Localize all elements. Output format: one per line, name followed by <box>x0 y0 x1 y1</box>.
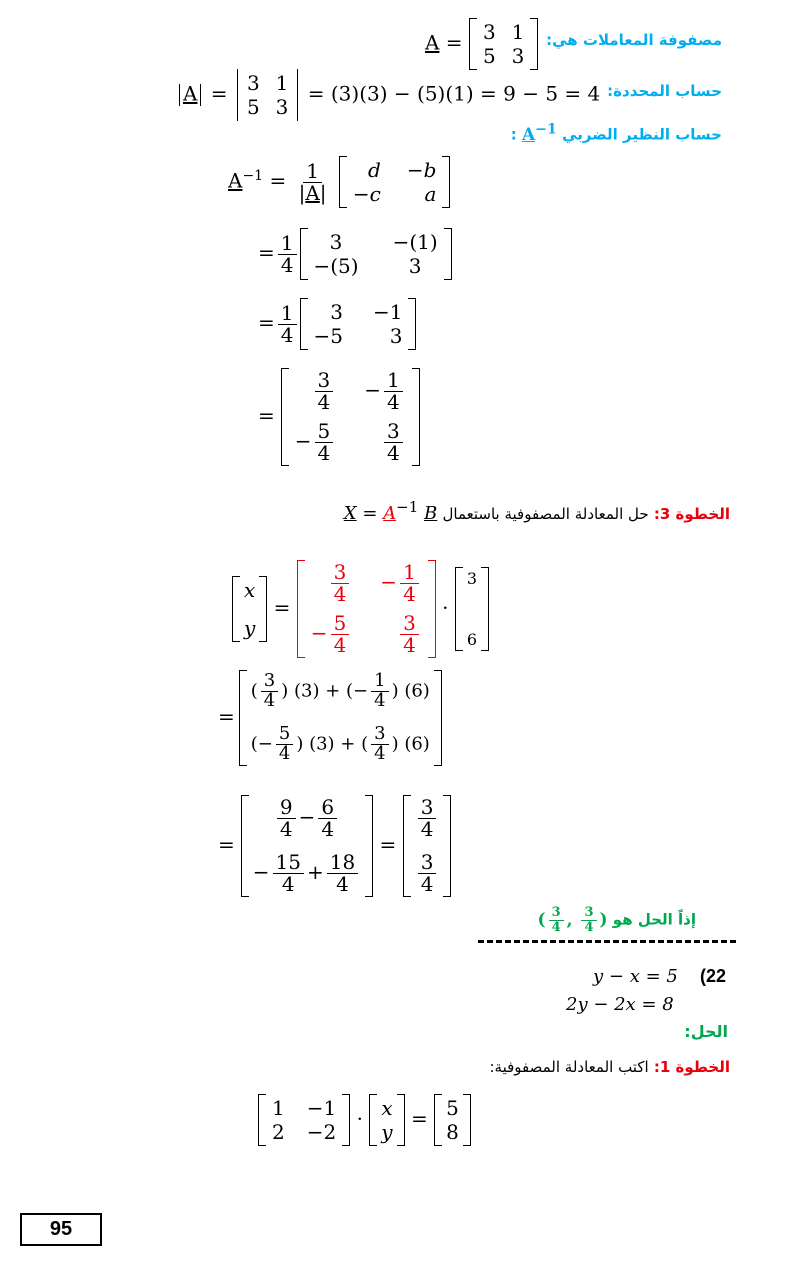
inverse-step-2: = $\frac{1}{4}$ 3 −1 −5 3 <box>258 298 416 350</box>
product-expansion: = ( $\frac{3}{4}$ ) (3) + (− $\frac{1}{4}$ ) (6) (− $\frac{5}{4}$ ) (3) + ( $\frac{3}{4}$ ) (6) <box>218 670 442 766</box>
problem-eq2: 2y − 2x = 8 <box>566 994 674 1015</box>
heading-inverse: حساب النظير الضربي $A^{-1}$ : <box>510 121 722 145</box>
matrix-equation: x y = $\frac{3}{4}$ − $\frac{1}{4}$ − $\frac{5}{4}$ $\frac{3}{4}$ · 3 6 <box>232 560 489 658</box>
conclusion-line: إذاً الحل هو ( $\frac{3}{4}$ , $\frac{3}{4}$ ) <box>537 905 696 935</box>
inverse-result: = $\frac{3}{4}$ − $\frac{1}{4}$ − $\frac{5}{4}$ $\frac{3}{4}$ <box>258 368 420 466</box>
inverse-step-1: = $\frac{1}{4}$ 3 −(1) −(5) 3 <box>258 228 452 280</box>
step3-label: الخطوة 3: <box>653 505 730 523</box>
step3-line: الخطوة 3: حل المعادلة المصفوفية باستعمال $X = A^{-1}$ B <box>343 498 730 524</box>
page-number: 95 <box>20 1213 102 1246</box>
heading-determinant: حساب المحددة: <box>607 82 722 100</box>
problem-eq1: y − x = 5 <box>593 966 678 987</box>
determinant-calculation: = (3)(3) − (5)(1) = 9 − 5 = 4 <box>307 81 601 106</box>
section-divider <box>478 940 736 943</box>
step1-line: الخطوة 1: اكتب المعادلة المصفوفية: <box>489 1058 730 1076</box>
step1-label: الخطوة 1: <box>653 1058 730 1076</box>
solution-label: الحل: <box>684 1022 728 1041</box>
inverse-formula: $A^{-1}$ = $\frac{1}{|A|}$ d −b −c a <box>228 156 450 208</box>
heading-coeff-matrix: مصفوفة المعاملات هي: <box>546 31 722 49</box>
determinant-expression: A = 3 1 5 3 = (3)(3) − (5)(1) = 9 − 5 = 4 <box>176 69 600 121</box>
product-simplified: = $\frac{9}{4}$ − $\frac{6}{4}$ − $\frac{15}{4}$ + $\frac{18}{4}$ = $\frac{3}{4}$ $\frac{3}{4}$ <box>218 795 451 897</box>
matrix-equation-22: 1 −1 2 −2 · x y = 5 8 <box>258 1094 471 1146</box>
problem-number: (22 <box>700 966 727 986</box>
coeff-matrix-expression: A = 3 1 5 3 <box>425 18 538 70</box>
